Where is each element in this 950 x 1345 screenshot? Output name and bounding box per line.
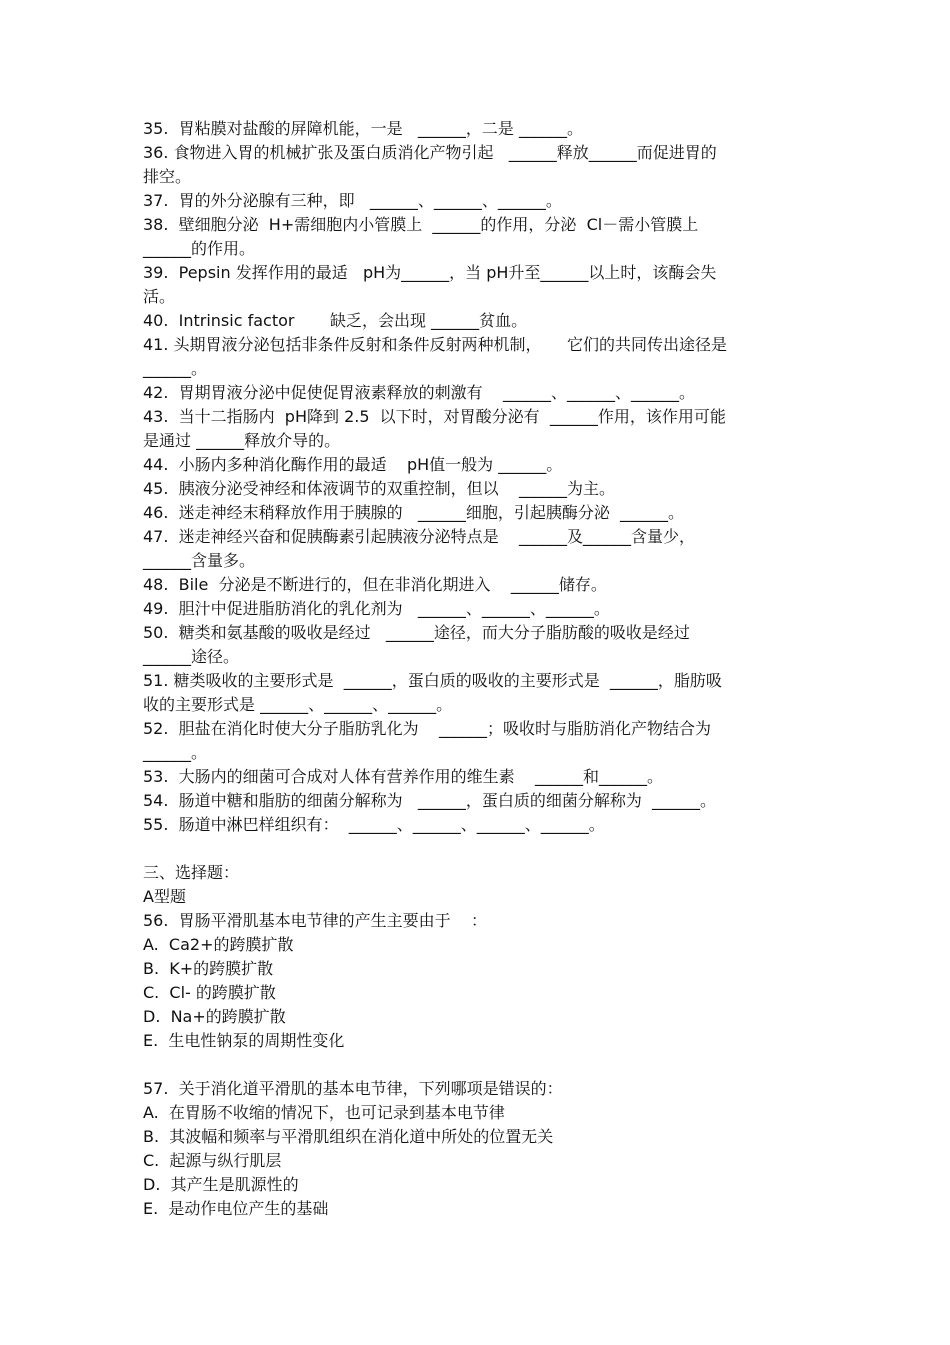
fill-in-item-54: 54. 肠道中糖和脂肪的细菌分解称为 ______，蛋白质的细菌分解称为 ______。	[143, 791, 717, 810]
fill-in-item-40: 40. Intrinsic factor 缺乏，会出现 ______贫血。	[143, 311, 528, 330]
fill-in-item-39-cont: 活。	[143, 287, 176, 306]
fill-in-item-35: 35. 胃粘膜对盐酸的屏障机能，一是 ______，二是 ______。	[143, 119, 583, 138]
fill-in-item-52: 52. 胆盐在消化时使大分子脂肪乳化为 ______；吸收时与脂肪消化产物结合为	[143, 719, 711, 738]
fill-in-item-38-cont: ______的作用。	[143, 239, 256, 258]
fill-in-item-51: 51. 糖类吸收的主要形式是 ______，蛋白质的吸收的主要形式是 ______，脂肪吸	[143, 671, 722, 690]
section-title: 三、选择题：	[143, 863, 240, 882]
fill-in-item-42: 42. 胃期胃液分泌中促使促胃液素释放的刺激有 ______、______、______。	[143, 383, 695, 402]
fill-in-item-38: 38. 壁细胞分泌 H+需细胞内小管膜上 ______的作用，分泌 Cl－需小管膜上	[143, 215, 699, 234]
question-56-option-a: A. Ca2+的跨膜扩散	[143, 935, 294, 954]
fill-in-item-47-cont: ______含量多。	[143, 551, 256, 570]
fill-in-item-49: 49. 胆汁中促进脂肪消化的乳化剂为 ______、______、______。	[143, 599, 610, 618]
fill-in-item-55: 55. 肠道中淋巴样组织有： ______、______、______、______。	[143, 815, 605, 834]
fill-in-item-41: 41. 头期胃液分泌包括非条件反射和条件反射两种机制， 它们的共同传出途径是	[143, 335, 727, 354]
spacer	[143, 837, 823, 861]
spacer	[143, 1053, 823, 1077]
question-56-option-e: E. 生电性钠泵的周期性变化	[143, 1031, 345, 1050]
question-56-stem: 56. 胃肠平滑肌基本电节律的产生主要由于 ：	[143, 911, 487, 930]
fill-in-item-44: 44. 小肠内多种消化酶作用的最适 pH值一般为 ______。	[143, 455, 563, 474]
subsection-title: A型题	[143, 887, 186, 906]
question-56-option-c: C. Cl- 的跨膜扩散	[143, 983, 276, 1002]
question-57-stem: 57. 关于消化道平滑肌的基本电节律，下列哪项是错误的：	[143, 1079, 563, 1098]
question-56-option-b: B. K+的跨膜扩散	[143, 959, 274, 978]
fill-in-item-52-cont: ______。	[143, 743, 208, 762]
question-57-option-b: B. 其波幅和频率与平滑肌组织在消化道中所处的位置无关	[143, 1127, 554, 1146]
fill-in-item-37: 37. 胃的外分泌腺有三种，即 ______、______、______。	[143, 191, 562, 210]
fill-in-item-46: 46. 迷走神经末稍释放作用于胰腺的 ______细胞，引起胰酶分泌 ______。	[143, 503, 685, 522]
fill-in-item-39: 39. Pepsin 发挥作用的最适 pH为______，当 pH升至______以上时，该酶会失	[143, 263, 717, 282]
question-57-option-c: C. 起源与纵行肌层	[143, 1151, 282, 1170]
fill-in-item-50-cont: ______途径。	[143, 647, 240, 666]
fill-in-item-51-cont: 收的主要形式是 ______、______、______。	[143, 695, 453, 714]
fill-in-item-47: 47. 迷走神经兴奋和促胰酶素引起胰液分泌特点是 ______及______含量少，	[143, 527, 695, 546]
fill-in-item-50: 50. 糖类和氨基酸的吸收是经过 ______途径，而大分子脂肪酸的吸收是经过	[143, 623, 690, 642]
fill-in-item-45: 45. 胰液分泌受神经和体液调节的双重控制，但以 ______为主。	[143, 479, 615, 498]
fill-in-item-43-cont: 是通过 ______释放介导的。	[143, 431, 341, 450]
document-content	[143, 117, 823, 1221]
fill-in-item-36: 36. 食物进入胃的机械扩张及蛋白质消化产物引起 ______释放______而促进胃的	[143, 143, 717, 162]
fill-in-item-53: 53. 大肠内的细菌可合成对人体有营养作用的维生素 ______和______。	[143, 767, 663, 786]
question-57-option-d: D. 其产生是肌源性的	[143, 1175, 299, 1194]
question-57-option-a: A. 在胃肠不收缩的情况下，也可记录到基本电节律	[143, 1103, 505, 1122]
fill-in-item-43: 43. 当十二指肠内 pH降到 2.5 以下时，对胃酸分泌有 ______作用，该作用可能	[143, 407, 726, 426]
fill-in-item-48: 48. Bile 分泌是不断进行的，但在非消化期进入 ______储存。	[143, 575, 607, 594]
question-56-option-d: D. Na+的跨膜扩散	[143, 1007, 286, 1026]
fill-in-item-41-cont: ______。	[143, 359, 208, 378]
fill-in-item-36-cont: 排空。	[143, 167, 192, 186]
question-57-option-e: E. 是动作电位产生的基础	[143, 1199, 329, 1218]
